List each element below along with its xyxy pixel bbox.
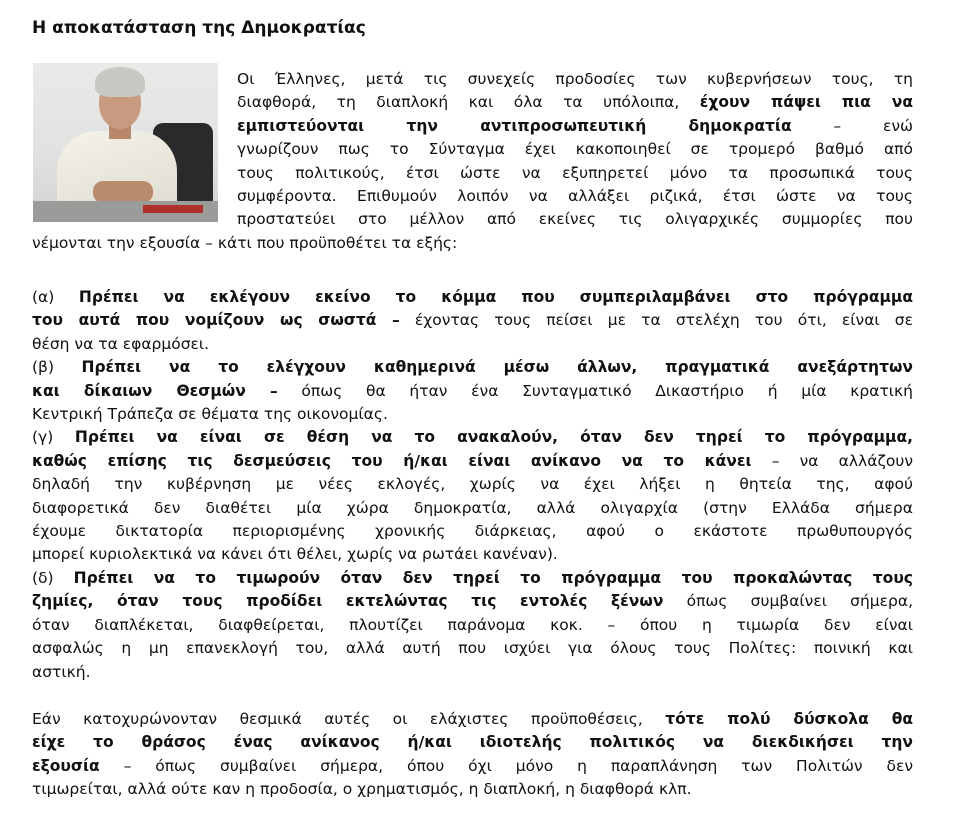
bold-text: ζημίες, όταν τους προδίδει εκτελώντας τις εντολές ξένων <box>32 592 664 611</box>
text-line <box>32 731 913 754</box>
text-line <box>32 380 913 403</box>
text: – ενώ <box>791 116 913 135</box>
bold-text: Πρέπει να το τιμωρούν όταν δεν τηρεί το πρόγραμμα του προκαλώντας τους <box>73 568 913 587</box>
text-line <box>32 232 913 255</box>
text-line <box>32 637 913 660</box>
intro-paragraph-continued <box>32 232 913 255</box>
text-line <box>32 473 913 496</box>
text-line <box>237 162 913 185</box>
text-line <box>32 286 913 309</box>
text-line <box>32 567 913 590</box>
text-line <box>32 755 913 778</box>
text: νέμονται την εξουσία – κάτι που προϋποθέτει τα εξής: <box>32 234 458 252</box>
bold-text: έχουν πάψει πια να <box>699 93 913 112</box>
text: διαφορετικά δεν διαθέτει μία χώρα δημοκρατία, αλλά ολιγαρχία (στην Ελλάδα σήμερα <box>32 498 913 517</box>
bold-text: του αυτά που νομίζουν ως σωστά – <box>32 311 400 330</box>
bold-text: καθώς επίσης τις δεσμεύσεις του ή/και είναι ανίκανο να το κάνει <box>32 451 752 470</box>
text: έχοντας τους πείσει με τα στελέχη του ότι, είναι σε <box>399 311 913 330</box>
text-line <box>237 138 913 161</box>
text: δηλαδή την κυβέρνηση με νέες εκλογές, χωρίς να έχει λήξει η θητεία της, αφού <box>32 475 913 494</box>
text: γνωρίζουν πως το Σύνταγμα έχει κακοποιηθεί σε τρομερό βαθμό από <box>237 140 913 159</box>
text: διαφθορά, τη διαπλοκή και όλα τα υπόλοιπα, <box>237 93 700 112</box>
text: ασφαλώς η μη επανεκλογή του, αλλά αυτή που ισχύει για όλους τους Πολίτες: ποινική και <box>32 639 913 658</box>
text: (δ) <box>32 568 74 587</box>
text: θέση να τα εφαρμόσει. <box>32 334 210 353</box>
text-line <box>237 208 913 231</box>
text-line <box>32 661 913 684</box>
text-line <box>237 185 913 208</box>
text: όπως θα ήταν ένα Συνταγματικό Δικαστήριο ή μία κρατική <box>277 381 913 400</box>
conclusion-paragraph <box>32 708 913 802</box>
text: συμφέροντα. Επιθυμούν λοιπόν να αλλάξει ριζικά, έτσι ώστε να τους <box>237 187 913 206</box>
text-line <box>32 450 913 473</box>
bold-text: και δίκαιων Θεσμών – <box>32 381 278 400</box>
text: – να αλλάζουν <box>751 451 913 470</box>
text: προστατεύει στο μέλλον από εκείνες τις ολιγαρχικές συμμορίες που <box>237 210 913 229</box>
text: Κεντρική Τράπεζα σε θέματα της οικονομίας. <box>32 405 388 424</box>
text: έχουμε δικτατορία περιορισμένης χρονικής διάρκειας, αφού ο εκάστοτε πρωθυπουργός <box>32 522 913 541</box>
text-line <box>32 590 913 613</box>
text: Εάν κατοχυρώνονταν θεσμικά αυτές οι ελάχιστες προϋποθέσεις, <box>32 710 666 728</box>
text-line <box>32 426 913 449</box>
intro-paragraph <box>237 68 913 232</box>
text-line <box>32 309 913 332</box>
bold-text: τότε πολύ δύσκολα θα <box>665 710 913 728</box>
text: όταν διαπλέκεται, διαφθείρεται, πλουτίζει παράνομα κοκ. – όπου η τιμωρία δεν είναι <box>32 615 913 634</box>
bold-text: εμπιστεύονται την αντιπροσωπευτική δημοκρατία <box>237 116 792 135</box>
photo-caption-strip <box>143 205 203 213</box>
bold-text: Πρέπει να εκλέγουν εκείνο το κόμμα που συμπεριλαμβάνει στο πρόγραμμα <box>78 288 913 306</box>
bold-text: Πρέπει να είναι σε θέση να το ανακαλούν, όταν δεν τηρεί το πρόγραμμα, <box>74 428 913 447</box>
text: τιμωρείται, αλλά ούτε καν η προδοσία, ο χρηματισμός, η διαπλοκή, η διαφθορά κλπ. <box>32 780 692 799</box>
conditions-list <box>32 286 913 684</box>
text: μπορεί κυριολεκτικά να κάνει ότι θέλει, χωρίς να ρωτάει κανέναν). <box>32 545 558 564</box>
text: Οι Έλληνες, μετά τις συνεχείς προδοσίες των κυβερνήσεων τους, τη <box>237 70 913 88</box>
text: αστική. <box>32 662 91 681</box>
photo-hair <box>95 67 145 97</box>
text: (α) <box>32 288 79 306</box>
bold-text: Πρέπει να το ελέγχουν καθημερινά μέσω άλλων, πραγματικά ανεξάρτητων <box>81 358 913 377</box>
text-line <box>237 115 913 138</box>
text-line <box>32 497 913 520</box>
bold-text: εξουσία <box>32 756 100 775</box>
text: όπως συμβαίνει σήμερα, <box>663 592 913 611</box>
text-line <box>32 356 913 379</box>
text: – όπως συμβαίνει σήμερα, όπου όχι μόνο η παραπλάνηση των Πολιτών δεν <box>99 756 913 775</box>
bold-text: είχε το θράσος ένας ανίκανος ή/και ιδιοτελής πολιτικός να διεκδικήσει την <box>32 733 913 752</box>
text-line <box>32 614 913 637</box>
text-line <box>32 403 913 426</box>
text-line <box>32 543 913 566</box>
text: (γ) <box>32 428 75 447</box>
text-line <box>237 68 913 91</box>
author-photo <box>33 63 218 222</box>
text: (β) <box>32 358 82 377</box>
text: τους πολιτικούς, έτσι ώστε να εξυπηρετεί μόνο τα προσωπικά τους <box>237 163 913 182</box>
text-line <box>32 520 913 543</box>
text-line <box>32 333 913 356</box>
text-line <box>32 708 913 731</box>
text-line <box>32 778 913 801</box>
photo-hands <box>93 181 153 203</box>
text-line <box>237 91 913 114</box>
article-title: Η αποκατάσταση της Δημοκρατίας <box>32 18 366 38</box>
